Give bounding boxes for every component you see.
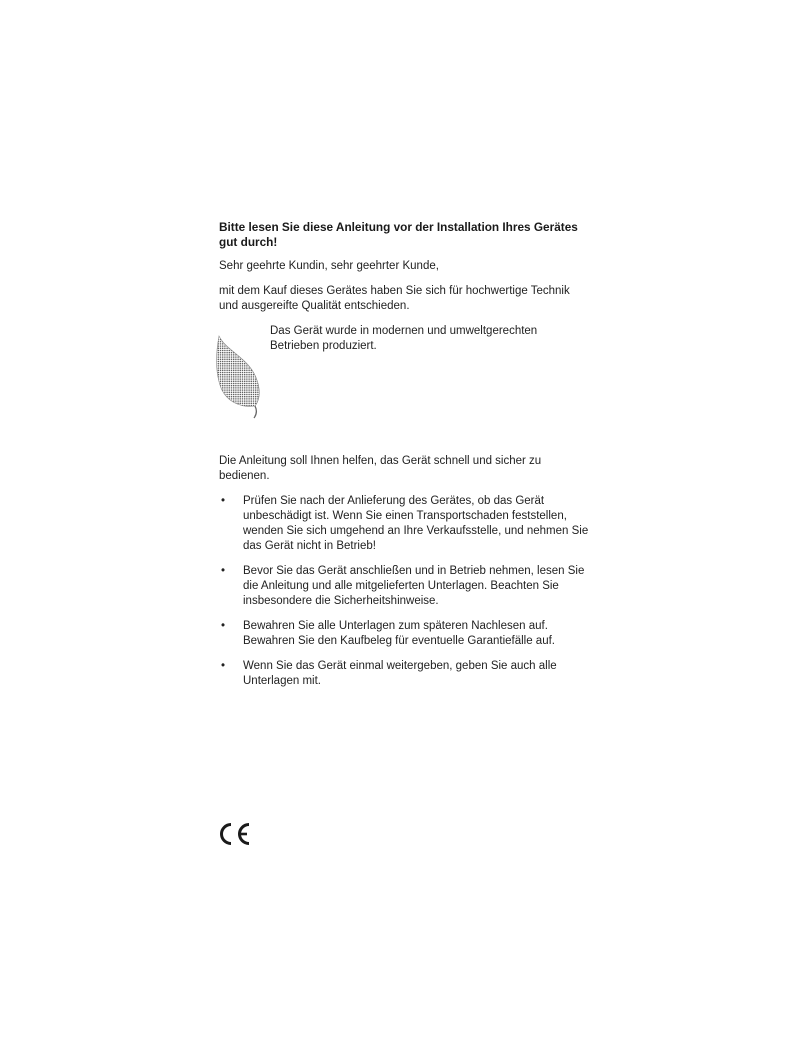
list-item-text: Wenn Sie das Gerät einmal weitergeben, geben Sie auch alle Unterlagen mit. [243,660,557,687]
intro-text: Die Anleitung soll Ihnen helfen, das Gerät schnell und sicher zu bedienen. [219,455,542,482]
list-item [219,659,589,689]
bullet-marker: • [221,565,226,577]
salutation: Sehr geehrte Kundin, sehr geehrter Kunde, [219,260,439,272]
purchase-text: mit dem Kauf dieses Gerätes haben Sie sich für hochwertige Technik und ausgereifte Qualität entschieden. [219,285,570,312]
list-item [219,619,589,649]
bullet-marker: • [221,660,226,672]
ce-mark-icon [218,822,252,846]
eco-notice [219,324,589,444]
list-item [219,494,589,554]
eco-text: Das Gerät wurde in modernen und umweltgerechten Betrieben produziert. [270,325,538,352]
list-item-text: Prüfen Sie nach der Anlieferung des Gerätes, ob das Gerät unbeschädigt ist. Wenn Sie einen Transportschaden feststellen, wenden Sie sich umgehend an Ihre Verkaufsstelle, und nehmen Sie das Gerät nicht in Betrieb! [243,495,589,552]
list-item [219,564,589,609]
list-item-text: Bevor Sie das Gerät anschließen und in Betrieb nehmen, lesen Sie die Anleitung und alle mitgelieferten Unterlagen. Beachten Sie insbesondere die Sicherheitshinweise. [243,565,585,607]
document-content [219,220,589,699]
leaf-icon [215,334,265,420]
instruction-list [219,494,589,689]
document-heading: Bitte lesen Sie diese Anleitung vor der Installation Ihres Gerätes gut durch! [219,220,578,249]
bullet-marker: • [221,620,226,632]
bullet-marker: • [221,495,226,507]
list-item-text: Bewahren Sie alle Unterlagen zum späteren Nachlesen auf. Bewahren Sie den Kaufbeleg für eventuelle Garantiefälle auf. [243,620,555,647]
